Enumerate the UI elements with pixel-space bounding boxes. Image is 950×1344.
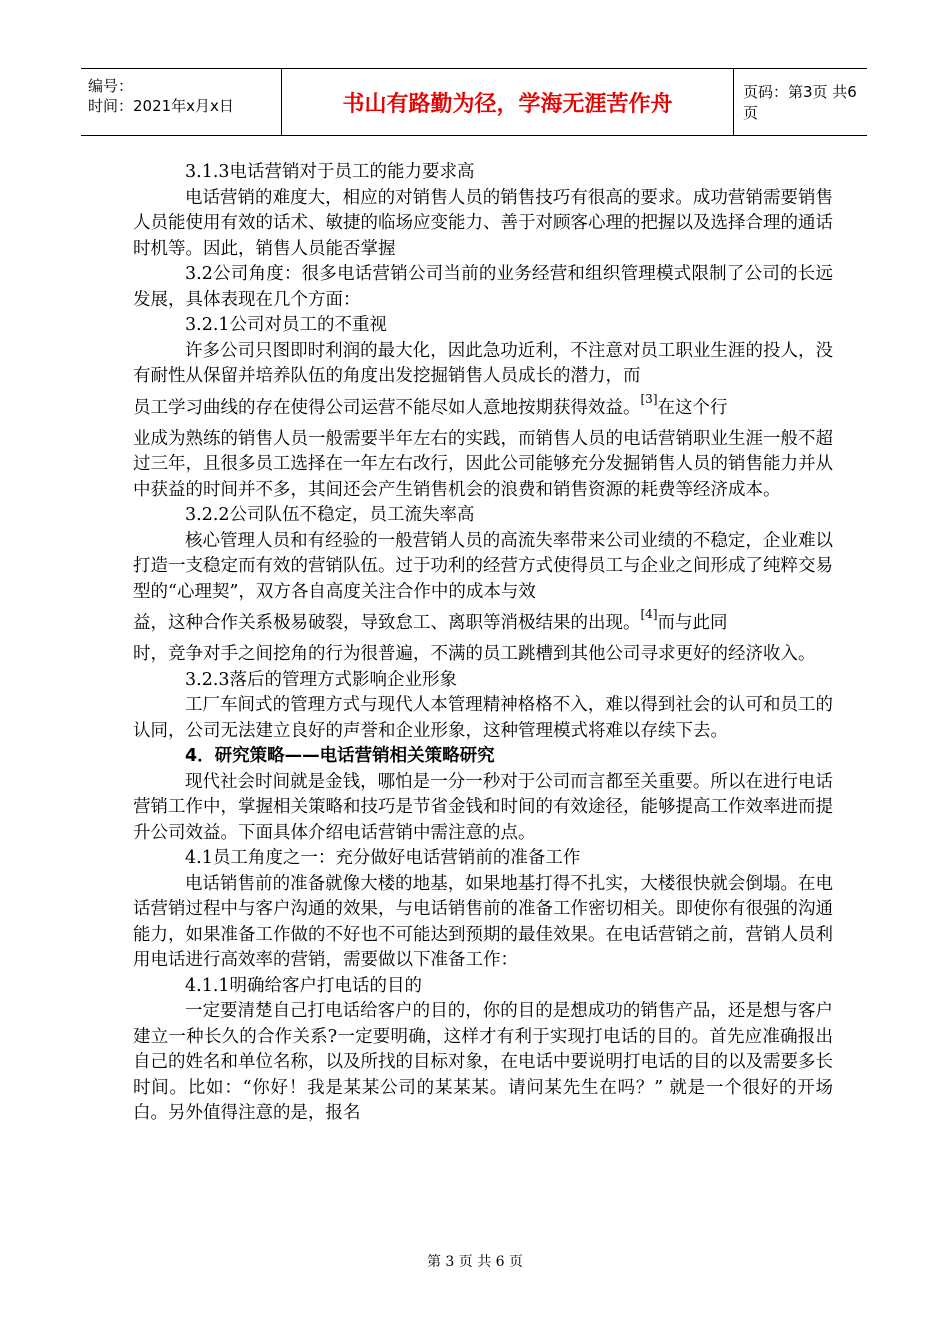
page-info: 页码：第3页 共6页 <box>743 83 857 122</box>
paragraph: 现代社会时间就是金钱，哪怕是一分一秒对于公司而言都至关重要。所以在进行电话营销工作中，掌握相关策略和技巧是节省金钱和时间的有效途径，能够提高工作效率进而提升公司效益。下面具体介绍电话营销中需注意的点。 <box>133 771 833 843</box>
section-heading: 3.1.3电话营销对于员工的能力要求高 <box>185 162 475 182</box>
paragraph: 许多公司只图即时利润的最大化，因此急功近利，不注意对员工职业生涯的投人，没有耐性从保留并培养队伍的角度出发挖掘销售人员成长的潜力，而 <box>133 340 833 386</box>
section-heading: 3.2.1公司对员工的不重视 <box>185 315 388 335</box>
header-table <box>81 68 867 136</box>
paragraph: 3.2公司角度：很多电话营销公司当前的业务经营和组织管理模式限制了公司的长远发展，具体表现在几个方面： <box>133 264 833 310</box>
paragraph: 业成为熟练的销售人员一般需要半年左右的实践，而销售人员的电话营销职业生涯一般不超过三年，且很多员工选择在一年左右改行，因此公司能够充分发掘销售人员的销售能力并从中获益的时间并不多，其间还会产生销售机会的浪费和销售资源的耗费等经济成本。 <box>133 428 833 500</box>
paragraph: 工厂车间式的管理方式与现代人本管理精神格格不入，难以得到社会的认可和员工的认同，公司无法建立良好的声誉和企业形象，这种管理模式将难以存续下去。 <box>133 695 833 741</box>
date-label: 时间：2021年x月x日 <box>88 97 234 115</box>
chapter-heading: 4．研究策略——电话营销相关策略研究 <box>185 746 495 766</box>
section-heading: 3.2.2公司队伍不稳定，员工流失率高 <box>185 505 475 525</box>
paragraph: 电话销售前的准备就像大楼的地基，如果地基打得不扎实，大楼很快就会倒塌。在电话营销过程中与客户沟通的效果，与电话销售前的准备工作密切相关。即使你有很强的沟通能力，如果准备工作做的不好也不可能达到预期的最佳效果。在电话营销之前，营销人员利用电话进行高效率的营销，需要做以下准备工作： <box>133 873 833 970</box>
section-heading: 4.1.1明确给客户打电话的目的 <box>185 975 423 996</box>
motto: 书山有路勤为径，学海无涯苦作舟 <box>281 69 734 135</box>
citation-ref: [4] <box>640 607 658 621</box>
header-meta-cell <box>81 69 281 135</box>
paragraph-text: 在这个行 <box>657 397 728 418</box>
section-heading: 3.2.3落后的管理方式影响企业形象 <box>185 669 458 690</box>
paragraph-text: 益，这种合作关系极易破裂，导致怠工、离职等消极结果的出现。 <box>133 613 641 633</box>
page-footer: 第 3 页 共 6 页 <box>426 1254 524 1270</box>
citation-ref: [3] <box>640 391 658 406</box>
paragraph-text: 而与此同 <box>657 613 728 633</box>
document-body <box>133 160 833 1127</box>
paragraph-text: 员工学习曲线的存在使得公司运营不能尽如人意地按期获得效益。 <box>133 397 641 418</box>
paragraph: 一定要清楚自己打电话给客户的目的，你的目的是想成功的销售产品，还是想与客户建立一种长久的合作关系?一定要明确，这样才有利于实现打电话的目的。首先应准确报出自己的姓名和单位名称，以及所找的目标对象，在电话中要说明打电话的目的以及需要多长时间。比如：“你好！我是某某公司的某某某。请问某先生在吗？” 就是一个很好的开场白。另外值得注意的是，报名 <box>133 1001 833 1123</box>
paragraph-with-citation <box>133 390 833 427</box>
paragraph: 时，竞争对手之间挖角的行为很普遍，不满的员工跳槽到其他公司寻求更好的经济收入。 <box>133 644 816 664</box>
paragraph: 核心管理人员和有经验的一般营销人员的高流失率带来公司业绩的不稳定，企业难以打造一支稳定而有效的营销队伍。过于功利的经营方式使得员工与企业之间形成了纯粹交易型的“心理契”，双方各自高度关注合作中的成本与效 <box>133 530 833 602</box>
section-heading: 4.1员工角度之一：充分做好电话营销前的准备工作 <box>185 848 581 868</box>
paragraph-with-citation <box>133 605 833 642</box>
number-label: 编号： <box>88 77 134 95</box>
paragraph: 电话营销的难度大，相应的对销售人员的销售技巧有很高的要求。成功营销需要销售人员能使用有效的话术、敏捷的临场应变能力、善于对顾客心理的把握以及选择合理的通话时机等。因此，销售人员能否掌握 <box>133 187 833 259</box>
